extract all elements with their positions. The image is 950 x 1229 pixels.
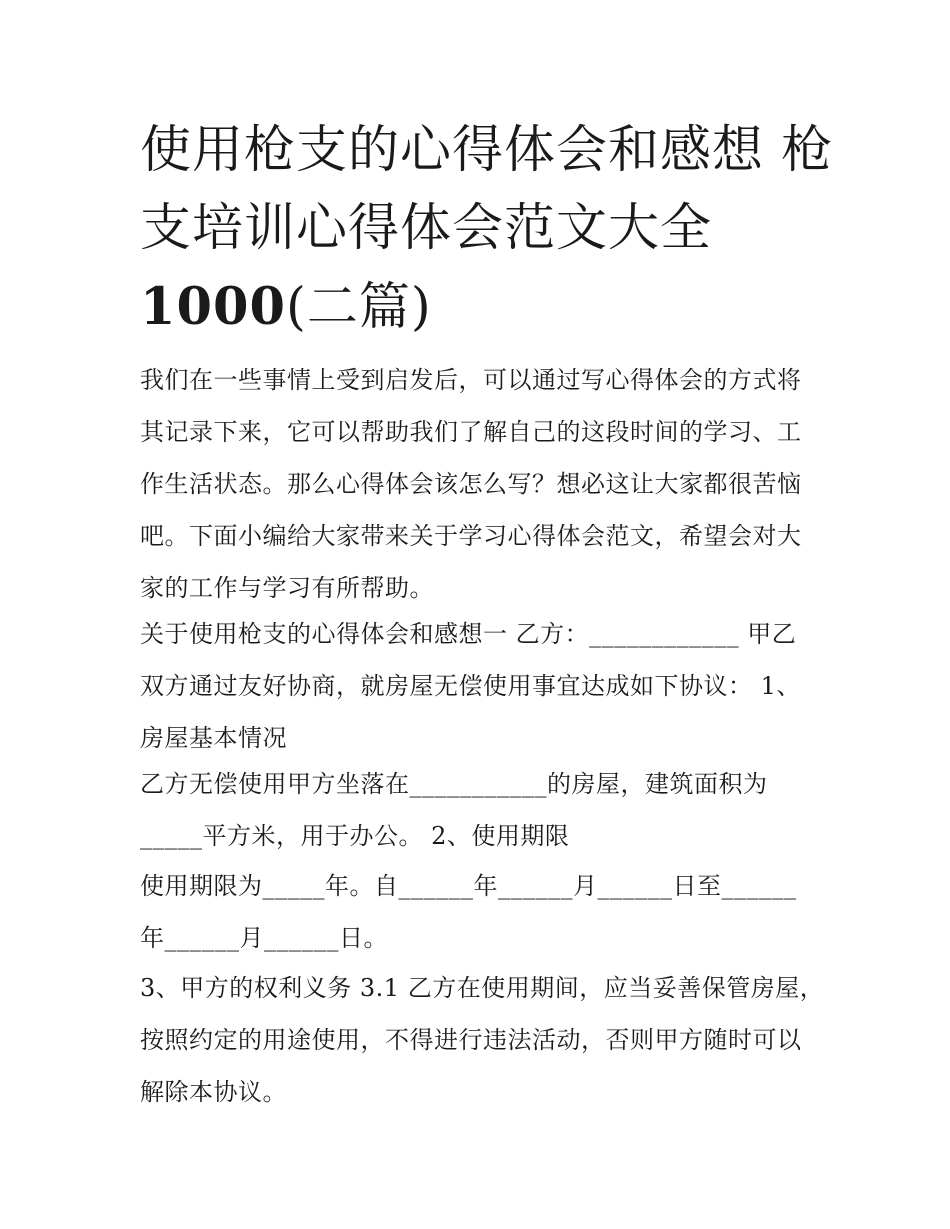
text-line: 使用期限为_____年。自______年______月______日至______ — [140, 872, 797, 900]
text-line: 关于使用枪支的心得体会和感想一 乙方：____________ 甲乙 — [140, 620, 797, 648]
title-suffix: (二篇) — [285, 278, 432, 337]
title-line-1: 使用枪支的心得体会和感想 枪 — [140, 121, 834, 180]
intro-paragraph — [140, 354, 812, 614]
agreement-paragraph-4 — [140, 962, 825, 1118]
document-title — [140, 112, 834, 347]
title-number: 1000 — [140, 277, 286, 337]
text-line: _____平方米，用于办公。 2、使用期限 — [140, 822, 570, 850]
text-line: 双方通过友好协商，就房屋无偿使用事宜达成如下协议： 1、 — [140, 672, 801, 700]
title-line-2: 支培训心得体会范文大全 — [140, 199, 713, 258]
text-line: 解除本协议。 — [140, 1078, 287, 1106]
text-line: 3、甲方的权利义务 3.1 乙方在使用期间，应当妥善保管房屋， — [140, 974, 825, 1002]
text-line: 乙方无偿使用甲方坐落在___________的房屋，建筑面积为 — [140, 770, 768, 798]
title-line-3 — [140, 268, 820, 347]
text-line: 按照约定的用途使用，不得进行违法活动，否则甲方随时可以 — [140, 1026, 802, 1054]
agreement-paragraph-3 — [140, 860, 812, 964]
text-line: 房屋基本情况 — [140, 724, 287, 752]
text-line: 年______月______日。 — [140, 924, 388, 952]
text-line: 家的工作与学习有所帮助。 — [140, 574, 434, 602]
agreement-paragraph-1 — [140, 608, 812, 764]
text-line: 吧。下面小编给大家带来关于学习心得体会范文，希望会对大 — [140, 522, 802, 550]
text-line: 我们在一些事情上受到启发后，可以通过写心得体会的方式将 — [140, 366, 802, 394]
agreement-paragraph-2 — [140, 758, 812, 862]
text-line: 其记录下来，它可以帮助我们了解自己的这段时间的学习、工 — [140, 418, 802, 446]
text-line: 作生活状态。那么心得体会该怎么写？想必这让大家都很苦恼 — [140, 470, 802, 498]
